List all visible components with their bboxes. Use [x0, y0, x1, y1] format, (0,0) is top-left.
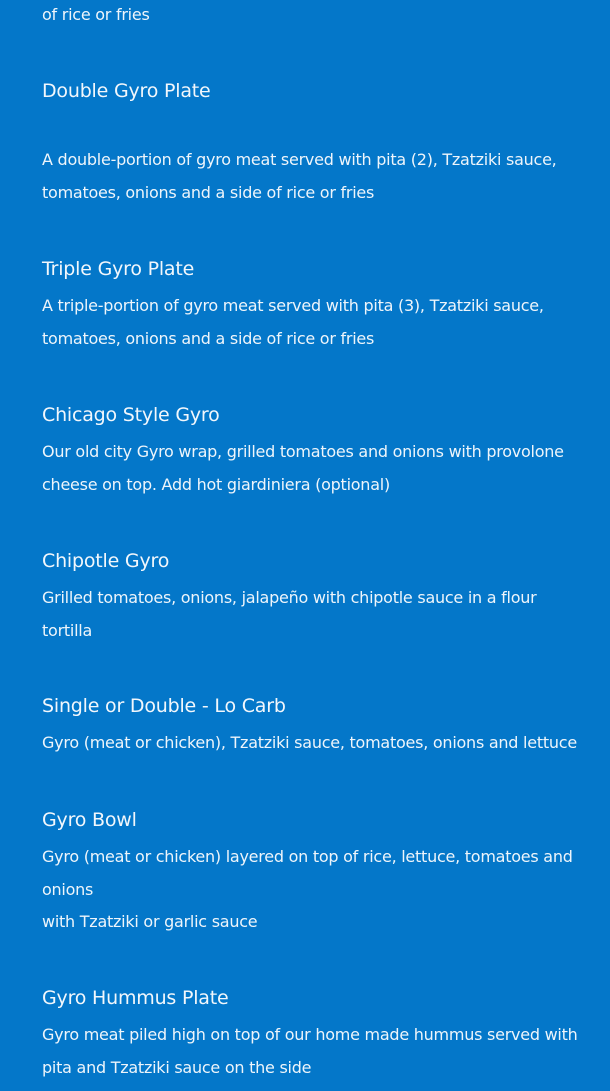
- menu-item-title: Chipotle Gyro: [42, 550, 170, 572]
- menu-item-title: Single or Double - Lo Carb: [42, 695, 286, 717]
- description-line: A triple-portion of gyro meat served with pita (3), Tzatziki sauce,: [42, 296, 544, 315]
- description-line: pita and Tzatziki sauce on the side: [42, 1057, 312, 1077]
- description-line: Gyro (meat or chicken) layered on top of rice, lettuce, tomatoes and: [42, 847, 573, 866]
- description-line: tomatoes, onions and a side of rice or fries: [42, 182, 375, 202]
- description-line: of rice or fries: [42, 5, 150, 24]
- menu-item-title: Gyro Hummus Plate: [42, 987, 229, 1009]
- menu-item-title: Gyro Bowl: [42, 809, 137, 831]
- menu-item-description: [42, 436, 577, 501]
- menu-item-title: Chicago Style Gyro: [42, 404, 220, 426]
- description-line: tomatoes, onions and a side of rice or fries: [42, 328, 375, 348]
- menu-item-title: Triple Gyro Plate: [42, 258, 195, 280]
- menu-item-description-fragment: [42, 0, 577, 32]
- menu-item-description: [42, 290, 577, 355]
- menu-item-description: [42, 727, 577, 760]
- description-line: with Tzatziki or garlic sauce: [42, 912, 258, 931]
- description-line: tortilla: [42, 620, 93, 640]
- menu-item-description: [42, 144, 577, 209]
- description-line: Gyro (meat or chicken), Tzatziki sauce, tomatoes, onions and lettuce: [42, 733, 577, 752]
- menu-item-description: [42, 1019, 577, 1084]
- description-line: onions: [42, 879, 94, 899]
- menu-item-title: Double Gyro Plate: [42, 80, 211, 102]
- menu-item-description: [42, 841, 577, 939]
- description-line: Grilled tomatoes, onions, jalapeño with chipotle sauce in a flour: [42, 588, 537, 607]
- description-line: Our old city Gyro wrap, grilled tomatoes and onions with provolone: [42, 442, 564, 461]
- description-line: Gyro meat piled high on top of our home made hummus served with: [42, 1025, 578, 1044]
- description-line: cheese on top. Add hot giardiniera (optional): [42, 474, 390, 494]
- menu-item-description: [42, 582, 577, 647]
- description-line: A double-portion of gyro meat served with pita (2), Tzatziki sauce,: [42, 150, 557, 169]
